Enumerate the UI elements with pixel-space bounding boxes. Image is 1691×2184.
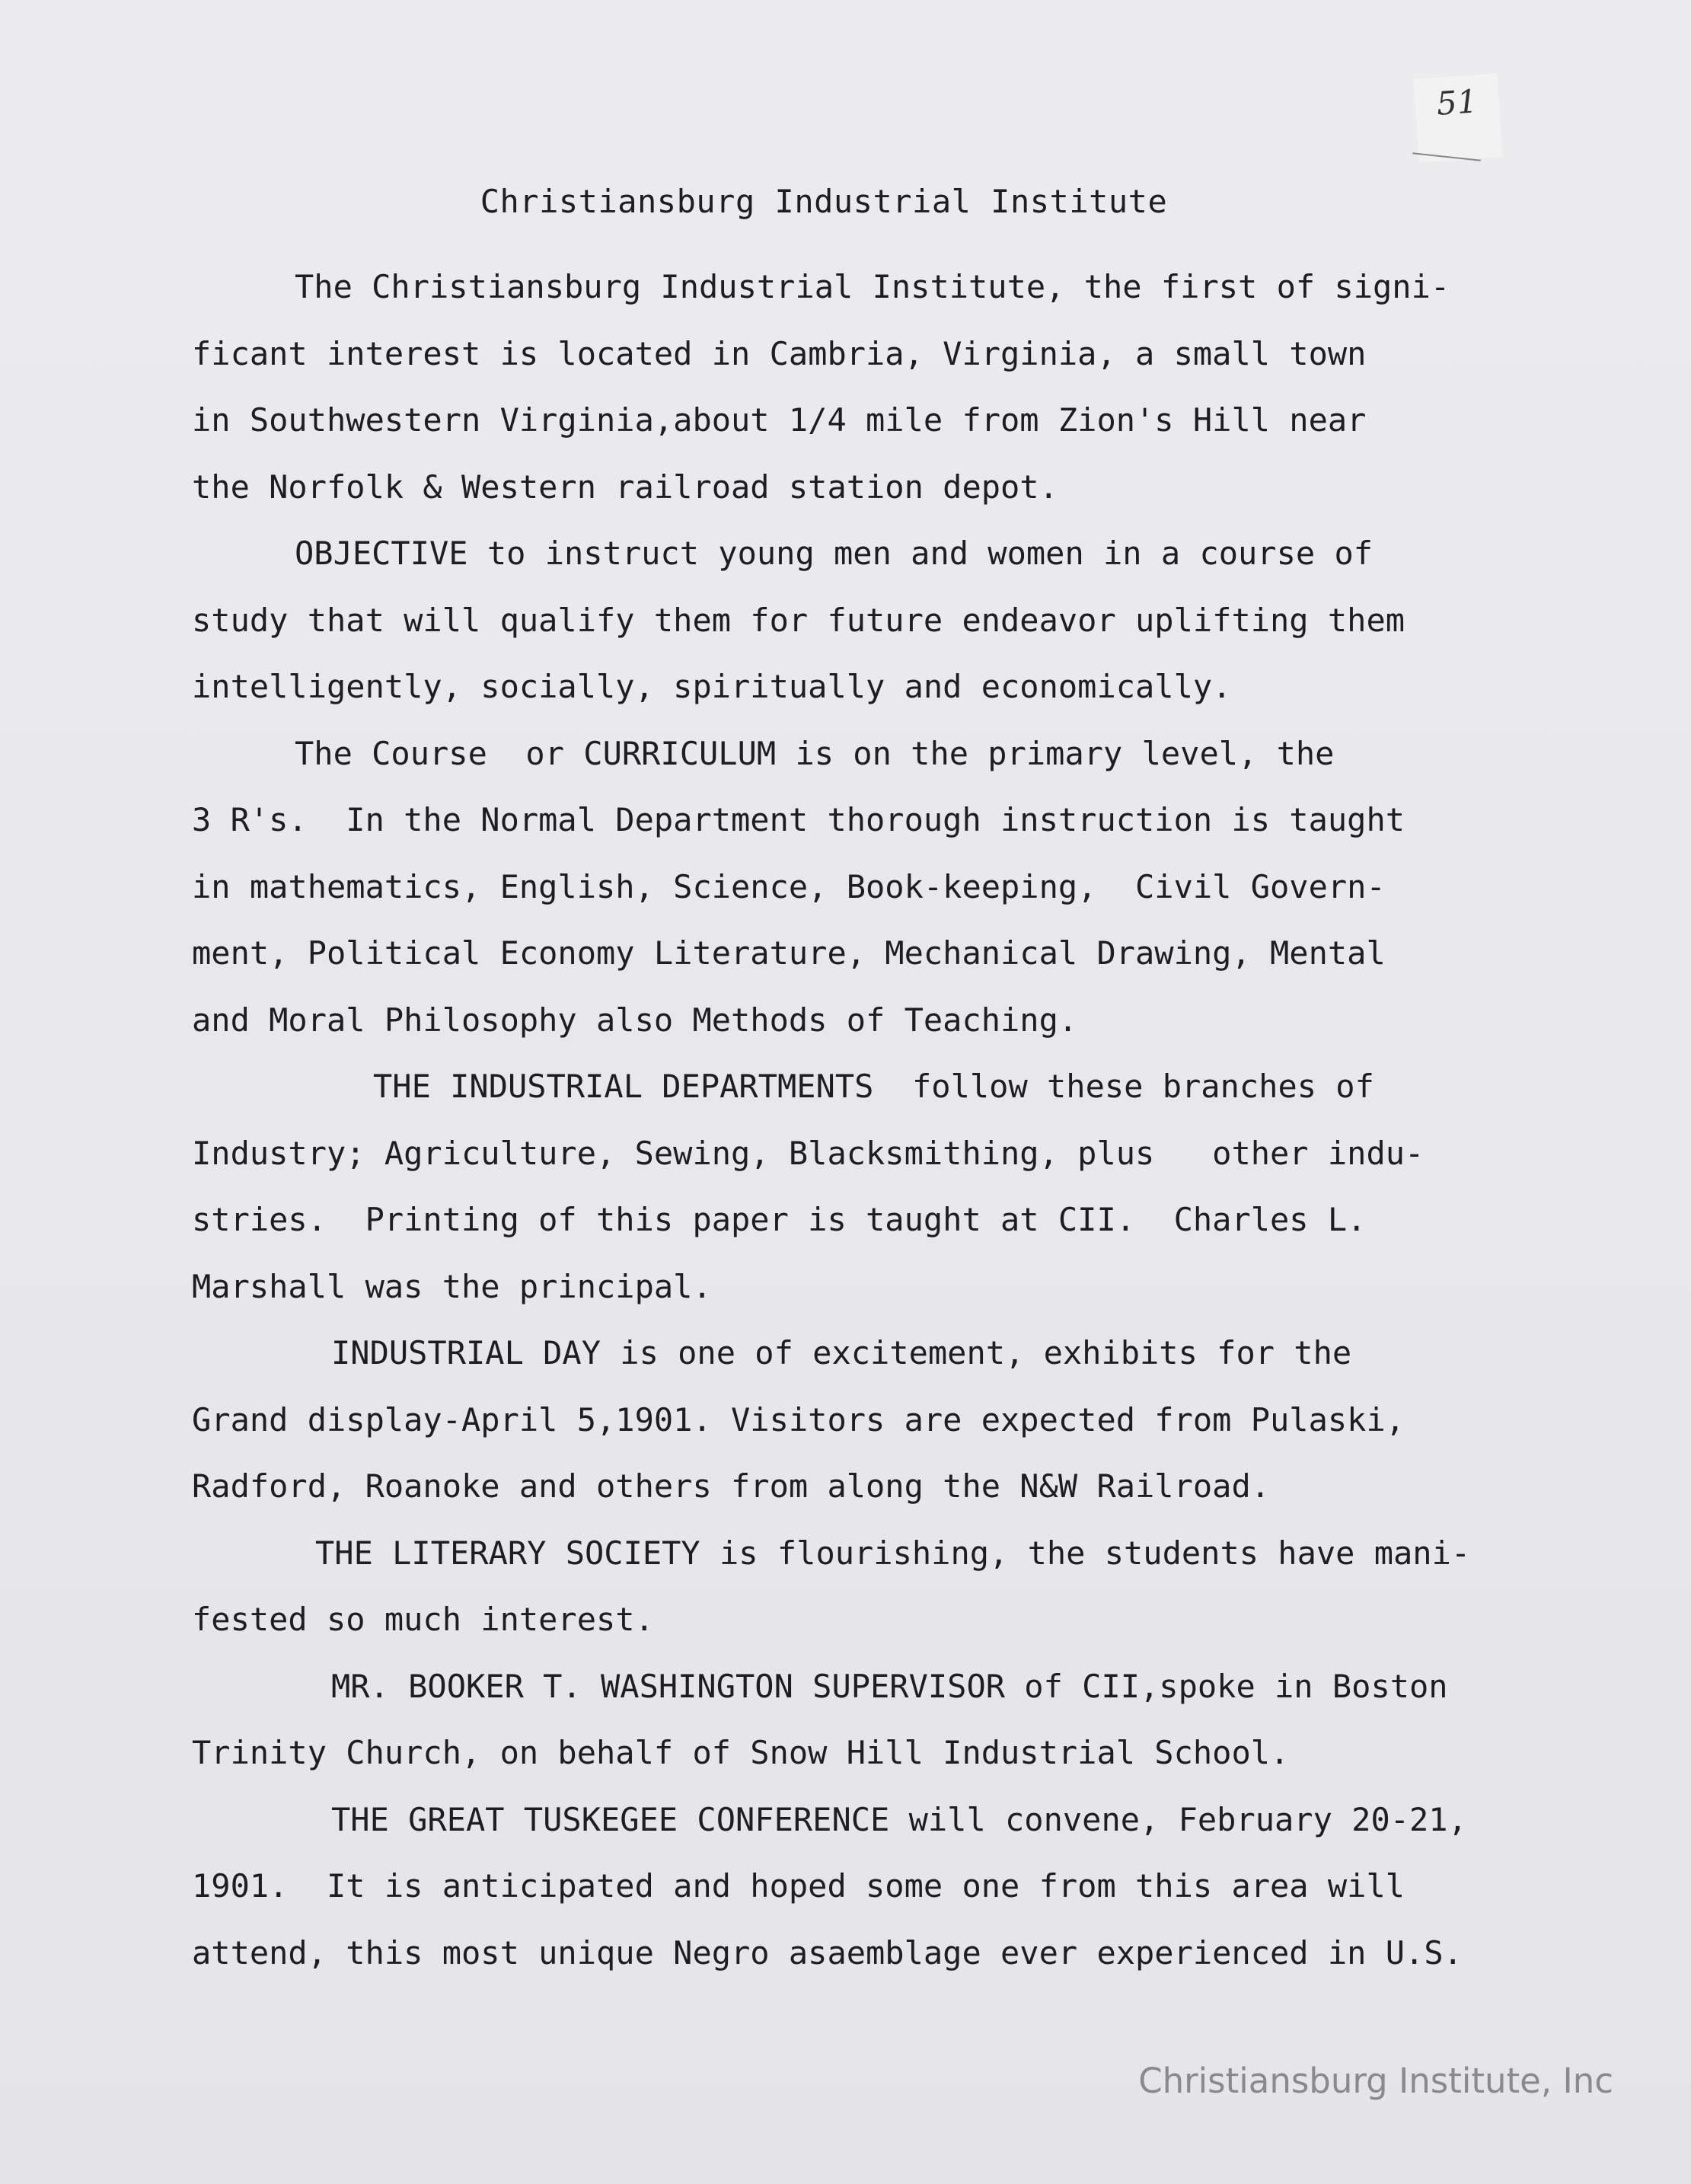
- text-line: The Christiansburg Industrial Institute, the first of signi-: [295, 268, 1450, 305]
- text-line: Grand display-April 5,1901. Visitors are expected from Pulaski,: [192, 1400, 1405, 1438]
- typed-document: [192, 183, 1532, 1986]
- text-line: Industry; Agriculture, Sewing, Blacksmithing, plus other indu-: [192, 1134, 1425, 1172]
- text-line: and Moral Philosophy also Methods of Teaching.: [192, 1001, 1078, 1039]
- text-line: 1901. It is anticipated and hoped some one from this area will: [192, 1867, 1405, 1905]
- text-line: THE INDUSTRIAL DEPARTMENTS follow these branches of: [373, 1068, 1374, 1105]
- text-line: THE GREAT TUSKEGEE CONFERENCE will convene, February 20-21,: [331, 1800, 1467, 1838]
- text-line: Marshall was the principal.: [192, 1267, 712, 1305]
- text-line: stries. Printing of this paper is taught at CII. Charles L.: [192, 1201, 1367, 1238]
- text-line: intelligently, socially, spiritually and economically.: [192, 668, 1232, 705]
- text-line: Radford, Roanoke and others from along the N&W Railroad.: [192, 1467, 1271, 1505]
- text-line: in mathematics, English, Science, Book-keeping, Civil Govern-: [192, 867, 1386, 905]
- text-line: THE LITERARY SOCIETY is flourishing, the students have mani-: [315, 1534, 1471, 1572]
- watermark: Christiansburg Institute, Inc: [1138, 2061, 1613, 2101]
- text-line: The Course or CURRICULUM is on the primary level, the: [295, 734, 1335, 772]
- text-line: 3 R's. In the Normal Department thorough instruction is taught: [192, 801, 1405, 838]
- text-line: study that will qualify them for future endeavor uplifting them: [192, 601, 1405, 639]
- text-line: OBJECTIVE to instruct young men and women in a course of: [295, 535, 1374, 572]
- page-number-tag: 51: [1413, 73, 1502, 162]
- text-line: attend, this most unique Negro asaemblage ever experienced in U.S.: [192, 1933, 1463, 1972]
- document-body: [192, 254, 1532, 1986]
- text-line: fested so much interest.: [192, 1601, 654, 1638]
- text-line: ment, Political Economy Literature, Mechanical Drawing, Mental: [192, 934, 1386, 972]
- text-line: ficant interest is located in Cambria, Virginia, a small town: [192, 334, 1367, 372]
- text-line: Trinity Church, on behalf of Snow Hill Industrial School.: [192, 1734, 1290, 1771]
- text-line: in Southwestern Virginia,about 1/4 mile from Zion's Hill near: [192, 401, 1367, 439]
- text-line: MR. BOOKER T. WASHINGTON SUPERVISOR of CII,spoke in Boston: [331, 1667, 1448, 1705]
- text-line: the Norfolk & Western railroad station depot.: [192, 468, 1058, 506]
- text-line: INDUSTRIAL DAY is one of excitement, exhibits for the: [331, 1334, 1352, 1371]
- document-title: Christiansburg Industrial Institute: [480, 183, 1168, 220]
